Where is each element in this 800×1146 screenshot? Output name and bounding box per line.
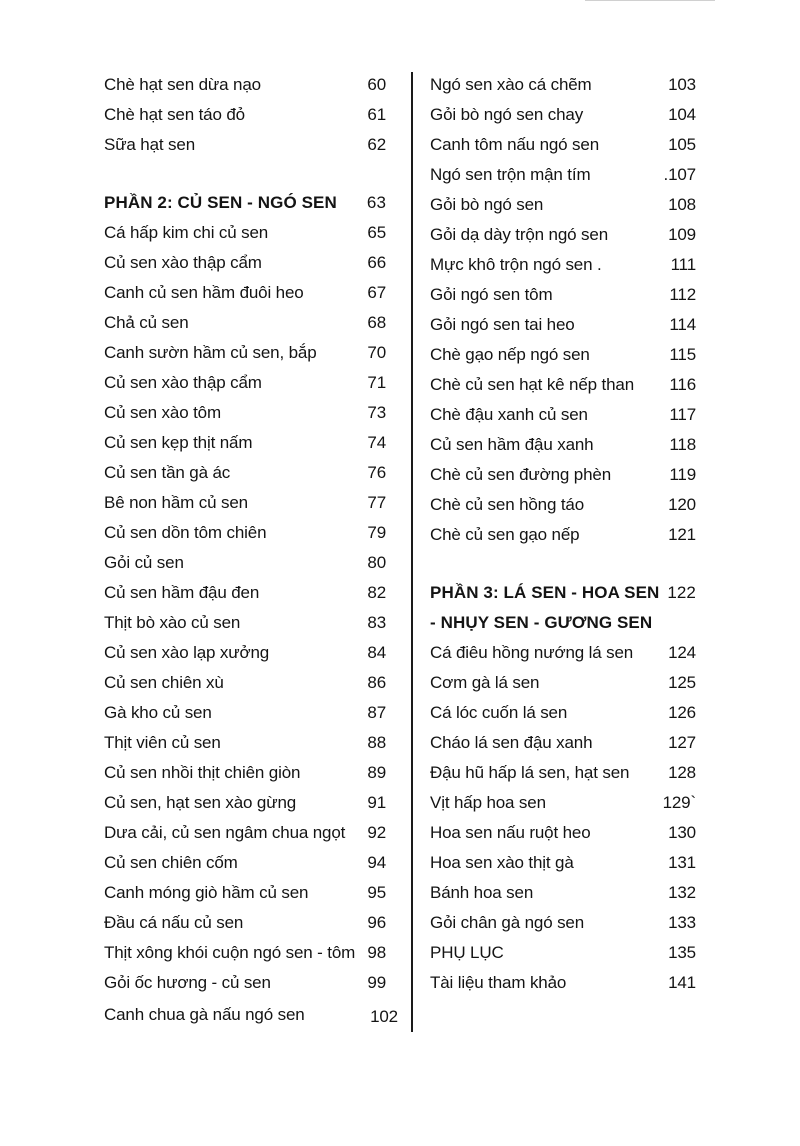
page-number: 103 bbox=[668, 75, 696, 94]
page-number: 76 bbox=[367, 463, 386, 482]
page-number: 87 bbox=[367, 703, 386, 722]
page-number: 122 bbox=[667, 583, 696, 602]
entry-title: Củ sen xào thập cẩm bbox=[104, 373, 262, 392]
entry-title: Thịt xông khói cuộn ngó sen - tôm bbox=[104, 943, 356, 962]
section-title: PHẦN 3: LÁ SEN - HOA SEN bbox=[430, 583, 660, 602]
toc-entry bbox=[104, 698, 394, 728]
page-number: 83 bbox=[367, 613, 386, 632]
entry-title: Sữa hạt sen bbox=[104, 135, 196, 154]
toc-entry bbox=[430, 818, 696, 848]
page-number: 131 bbox=[668, 853, 696, 872]
entry-title: Hoa sen xào thịt gà bbox=[430, 853, 574, 872]
section-heading bbox=[430, 578, 696, 608]
toc-entry bbox=[430, 220, 696, 250]
entry-title: Thịt bò xào củ sen bbox=[104, 613, 241, 632]
toc-entry bbox=[104, 728, 394, 758]
toc-entry bbox=[104, 938, 394, 968]
page-number: 133 bbox=[668, 913, 696, 932]
toc-entry bbox=[104, 638, 394, 668]
entry-title: Củ sen kẹp thịt nấm bbox=[104, 433, 253, 452]
toc-entry bbox=[430, 190, 696, 220]
entry-title: Canh chua gà nấu ngó sen bbox=[104, 1005, 305, 1024]
toc-entry bbox=[430, 250, 696, 280]
entry-title: Củ sen hầm đậu xanh bbox=[430, 435, 594, 454]
entry-title: Tài liệu tham khảo bbox=[430, 973, 567, 992]
toc-entry bbox=[430, 788, 696, 818]
entry-title: Chè củ sen hồng táo bbox=[430, 495, 585, 514]
entry-title: Cá lóc cuốn lá sen bbox=[430, 703, 568, 722]
entry-title: Củ sen nhồi thịt chiên giòn bbox=[104, 763, 301, 782]
toc-entry bbox=[104, 668, 394, 698]
entry-title: Chè gạo nếp ngó sen bbox=[430, 345, 590, 364]
page-number: 121 bbox=[668, 525, 696, 544]
page-number: 84 bbox=[367, 643, 386, 662]
page-number: 60 bbox=[367, 75, 386, 94]
toc-entry bbox=[430, 728, 696, 758]
page-number: 98 bbox=[367, 943, 386, 962]
page-number: .107 bbox=[663, 165, 696, 184]
page-number: 63 bbox=[366, 193, 386, 212]
toc-left-column bbox=[104, 70, 398, 1032]
entry-title: Gỏi ốc hương - củ sen bbox=[104, 973, 271, 992]
entry-title: Cháo lá sen đậu xanh bbox=[430, 733, 593, 752]
page-number: 91 bbox=[367, 793, 386, 812]
entry-title: Ngó sen trộn mận tím bbox=[430, 165, 591, 184]
entry-title: Củ sen chiên cốm bbox=[104, 853, 238, 872]
page-number: 116 bbox=[669, 375, 696, 394]
entry-title: Gà kho củ sen bbox=[104, 703, 212, 722]
toc-entry bbox=[104, 248, 394, 278]
toc-entry bbox=[430, 370, 696, 400]
page-number: 114 bbox=[669, 315, 696, 334]
toc-entry bbox=[104, 608, 394, 638]
entry-title: Gỏi củ sen bbox=[104, 553, 184, 572]
section-heading bbox=[104, 188, 394, 218]
page-number: 82 bbox=[367, 583, 386, 602]
page-number: 66 bbox=[367, 253, 386, 272]
entry-title: Bánh hoa sen bbox=[430, 883, 534, 902]
entry-title: Củ sen dồn tôm chiên bbox=[104, 523, 267, 542]
toc-entry bbox=[104, 518, 394, 548]
toc-entry bbox=[430, 400, 696, 430]
toc-entry bbox=[430, 70, 696, 100]
section-spacer bbox=[430, 550, 696, 578]
entry-title: Chè củ sen hạt kê nếp than bbox=[430, 375, 635, 394]
toc-entry bbox=[104, 818, 394, 848]
page-number: 117 bbox=[669, 405, 696, 424]
entry-title: Gỏi ngó sen tai heo bbox=[430, 315, 575, 334]
entry-title: Canh móng giò hầm củ sen bbox=[104, 883, 309, 902]
entry-title: Củ sen hầm đậu đen bbox=[104, 583, 260, 602]
toc-entry bbox=[104, 278, 394, 308]
page-number: 112 bbox=[669, 285, 696, 304]
entry-title: Mực khô trộn ngó sen . bbox=[430, 255, 602, 274]
entry-title: Củ sen xào thập cẩm bbox=[104, 253, 262, 272]
entry-title: Vịt hấp hoa sen bbox=[430, 793, 546, 812]
toc-entry bbox=[104, 758, 394, 788]
toc-entry bbox=[430, 968, 696, 998]
page-number: 74 bbox=[367, 433, 386, 452]
entry-title: Gỏi chân gà ngó sen bbox=[430, 913, 585, 932]
page-number: 65 bbox=[367, 223, 386, 242]
page-number: 115 bbox=[669, 345, 696, 364]
page-number: 126 bbox=[668, 703, 696, 722]
toc-entry bbox=[104, 218, 394, 248]
page-number: 61 bbox=[367, 105, 386, 124]
page-number: 124 bbox=[668, 643, 696, 662]
page-number: 127 bbox=[668, 733, 696, 752]
toc-entry bbox=[430, 848, 696, 878]
toc-entry bbox=[104, 998, 398, 1032]
toc-entry bbox=[104, 848, 394, 878]
toc-entry bbox=[430, 430, 696, 460]
page-number: 77 bbox=[367, 493, 386, 512]
toc-entry bbox=[430, 758, 696, 788]
entry-title: Củ sen, hạt sen xào gừng bbox=[104, 793, 297, 812]
toc-entry bbox=[104, 458, 394, 488]
entry-title: Gỏi ngó sen tôm bbox=[430, 285, 553, 304]
page-number: 70 bbox=[367, 343, 386, 362]
page-number: 105 bbox=[668, 135, 696, 154]
page-number: 119 bbox=[669, 465, 696, 484]
entry-title: Chè củ sen gạo nếp bbox=[430, 525, 580, 544]
section-title: PHẦN 2: CỦ SEN - NGÓ SEN bbox=[104, 193, 337, 212]
page-number: 108 bbox=[668, 195, 696, 214]
entry-title: Canh sườn hầm củ sen, bắp bbox=[104, 343, 317, 362]
entry-title: Gỏi bò ngó sen chay bbox=[430, 105, 584, 124]
entry-title: Hoa sen nấu ruột heo bbox=[430, 823, 591, 842]
section-spacer bbox=[104, 160, 394, 188]
page-number: 99 bbox=[367, 973, 386, 992]
toc-entry bbox=[430, 490, 696, 520]
page-number: 135 bbox=[668, 943, 696, 962]
top-edge-mark bbox=[585, 0, 715, 7]
entry-title: Củ sen chiên xù bbox=[104, 673, 224, 692]
entry-title: PHỤ LỤC bbox=[430, 943, 504, 962]
entry-title: Củ sen xào tôm bbox=[104, 403, 221, 422]
entry-title: Chè củ sen đường phèn bbox=[430, 465, 612, 484]
entry-title: Ngó sen xào cá chẽm bbox=[430, 75, 592, 94]
toc-entry bbox=[430, 520, 696, 550]
entry-title: Canh tôm nấu ngó sen bbox=[430, 135, 600, 154]
toc-entry bbox=[104, 308, 394, 338]
page-number: 111 bbox=[670, 255, 696, 274]
page-number: 125 bbox=[668, 673, 696, 692]
page-number: 67 bbox=[367, 283, 386, 302]
toc-entry bbox=[104, 70, 394, 100]
page-number: 96 bbox=[367, 913, 386, 932]
toc-entry bbox=[430, 668, 696, 698]
entry-title: Chả củ sen bbox=[104, 313, 189, 332]
page-number: 94 bbox=[367, 853, 386, 872]
page-number: 109 bbox=[668, 225, 696, 244]
toc-entry bbox=[430, 130, 696, 160]
toc-entry bbox=[430, 460, 696, 490]
toc-entry bbox=[104, 338, 394, 368]
entry-title: Gỏi bò ngó sen bbox=[430, 195, 544, 214]
page-number: 141 bbox=[668, 973, 696, 992]
toc-entry bbox=[430, 878, 696, 908]
page-number: 86 bbox=[367, 673, 386, 692]
page-number: 79 bbox=[367, 523, 386, 542]
toc-entry bbox=[104, 578, 394, 608]
toc-entry bbox=[104, 788, 394, 818]
page-number: 80 bbox=[367, 553, 386, 572]
column-divider bbox=[411, 72, 413, 1032]
entry-title: Củ sen tần gà ác bbox=[104, 463, 231, 482]
toc-entry bbox=[430, 100, 696, 130]
page-number: 95 bbox=[367, 883, 386, 902]
section-heading bbox=[430, 608, 696, 638]
toc-entry bbox=[104, 130, 394, 160]
entry-title: Dưa cải, củ sen ngâm chua ngọt bbox=[104, 823, 346, 842]
entry-title: Củ sen xào lạp xưởng bbox=[104, 643, 270, 662]
page-number: 71 bbox=[367, 373, 386, 392]
toc-entry bbox=[430, 908, 696, 938]
entry-title: Chè đậu xanh củ sen bbox=[430, 405, 588, 424]
toc-right-column bbox=[430, 70, 696, 998]
entry-title: Chè hạt sen táo đỏ bbox=[104, 105, 245, 124]
entry-title: Cơm gà lá sen bbox=[430, 673, 540, 692]
entry-title: Đậu hũ hấp lá sen, hạt sen bbox=[430, 763, 630, 782]
page-number: 89 bbox=[367, 763, 386, 782]
entry-title: Chè hạt sen dừa nạo bbox=[104, 75, 261, 94]
toc-entry bbox=[104, 398, 394, 428]
page-number: 130 bbox=[668, 823, 696, 842]
entry-title: Cá điêu hồng nướng lá sen bbox=[430, 643, 634, 662]
toc-entry bbox=[430, 698, 696, 728]
toc-entry bbox=[430, 340, 696, 370]
entry-title: Canh củ sen hầm đuôi heo bbox=[104, 283, 304, 302]
toc-entry bbox=[104, 878, 394, 908]
entry-title: Thịt viên củ sen bbox=[104, 733, 221, 752]
entry-title: Đầu cá nấu củ sen bbox=[104, 913, 244, 932]
toc-entry bbox=[104, 100, 394, 130]
toc-entry bbox=[104, 428, 394, 458]
page-number: 132 bbox=[668, 883, 696, 902]
page-number: 73 bbox=[367, 403, 386, 422]
toc-entry bbox=[104, 488, 394, 518]
page-number: 104 bbox=[668, 105, 696, 124]
page-number: 92 bbox=[367, 823, 386, 842]
toc-entry bbox=[430, 938, 696, 968]
toc-entry bbox=[430, 638, 696, 668]
toc-entry bbox=[430, 310, 696, 340]
entry-title: Cá hấp kim chi củ sen bbox=[104, 223, 269, 242]
entry-title: Bê non hầm củ sen bbox=[104, 493, 248, 512]
toc-entry bbox=[104, 368, 394, 398]
toc-entry bbox=[430, 280, 696, 310]
entry-title: Gỏi dạ dày trộn ngó sen bbox=[430, 225, 609, 244]
toc-entry bbox=[104, 968, 394, 998]
page-number: 118 bbox=[669, 435, 696, 454]
page-number: 129` bbox=[662, 793, 696, 812]
page-number: 62 bbox=[367, 135, 386, 154]
page-number: 68 bbox=[367, 313, 386, 332]
toc-entry bbox=[104, 548, 394, 578]
section-title: - NHỤY SEN - GƯƠNG SEN bbox=[430, 613, 653, 632]
page-number: 120 bbox=[668, 495, 696, 514]
page-number: 88 bbox=[367, 733, 386, 752]
toc-entry bbox=[104, 908, 394, 938]
toc-entry bbox=[430, 160, 696, 190]
page-number: 128 bbox=[668, 763, 696, 782]
page-number: 102 bbox=[370, 1007, 398, 1026]
